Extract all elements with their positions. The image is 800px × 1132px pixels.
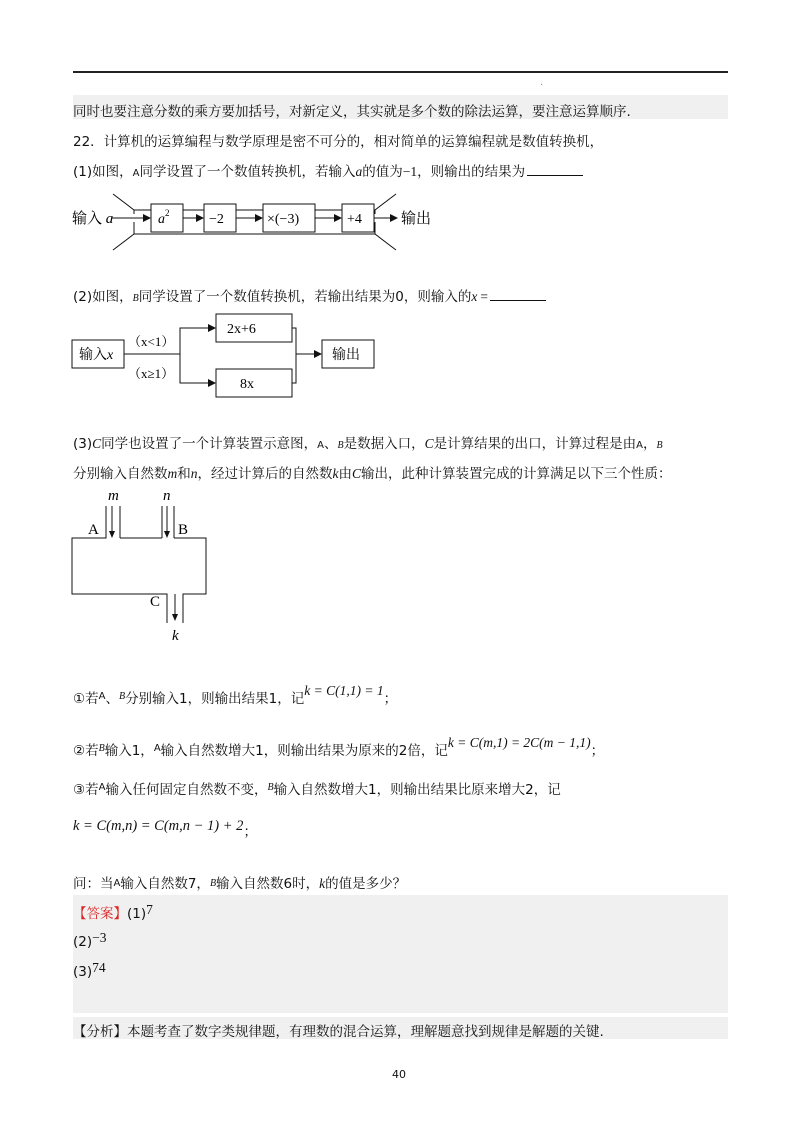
m1-box-minus2-text: −2	[209, 212, 224, 227]
answer-line-2: (2)−3	[73, 930, 107, 950]
p2-prefix: (2)如图，	[73, 289, 133, 305]
p1-answer-blank	[527, 163, 583, 176]
m2-box-top-text: 2x+6	[227, 322, 256, 337]
q22-part3-line2: 分别输入自然数m和n，经过计算后的自然数k由C输出，此种计算装置完成的计算满足以下三个性质：	[73, 466, 672, 482]
m2-output-label: 输出	[332, 348, 360, 363]
m1-box-times-text: ×(−3)	[267, 212, 300, 227]
device-input-m: m	[108, 488, 119, 504]
device-output-k: k	[172, 628, 179, 644]
m2-box-bottom	[216, 369, 292, 397]
p2-mid: 同学设置了一个数值转换机，若输出结果为0，则输入的	[138, 289, 472, 305]
answer-line-1: 【答案】(1)7	[73, 902, 153, 922]
answer-line-3: (3)74	[73, 960, 106, 980]
answer-1-value: 7	[146, 902, 153, 917]
property-3-formula-line: k = C(m,n) = C(m,n − 1) + 2；	[73, 818, 257, 840]
q22-part2	[73, 285, 546, 305]
m2-merge	[292, 328, 296, 383]
property-3-formula: k = C(m,n) = C(m,n − 1) + 2	[73, 818, 244, 834]
m2-box-bottom-text: 8x	[240, 377, 254, 392]
p2-var-x: x	[471, 289, 478, 304]
device-label-c: C	[150, 594, 161, 610]
answer-2-value: −3	[92, 930, 107, 945]
m2-condition-ge1: （x≥1）	[128, 366, 175, 381]
device-diagram	[70, 488, 220, 648]
p1-var-x: a	[355, 164, 363, 179]
p1-mid2: 的值为	[362, 164, 403, 180]
p1-prefix: (1)如图，	[73, 164, 133, 180]
device-body-right	[174, 538, 206, 623]
property-1: ①若$^A$、$^B$分别输入1，则输出结果1，记k = C(1,1) = 1；	[73, 683, 398, 707]
m1-output-label: 输出	[401, 211, 432, 227]
p2-var-b: B	[132, 293, 139, 304]
property-3: ③若$^A$输入任何固定自然数不变，$^B$输入自然数增大1，则输出结果比原来增大2，记	[73, 782, 561, 798]
q22-part1	[73, 160, 583, 180]
analysis-text: 【分析】本题考查了数字类规律题，有理数的混合运算，理解题意找到规律是解题的关键.	[73, 1024, 604, 1040]
p2-eq: =	[480, 289, 488, 304]
header-dot: ·	[540, 80, 544, 91]
device-input-n: n	[163, 488, 171, 504]
answer-3-value: 74	[92, 960, 106, 975]
m2-condition-lt1: （x<1）	[128, 334, 175, 349]
p1-mid: 同学设置了一个数值转换机，若输入	[139, 164, 356, 180]
m1-input-label: 输入 a	[72, 211, 114, 227]
header-rule	[73, 71, 728, 73]
m1-box-square-text: $a^2$	[158, 208, 170, 227]
machine2-diagram	[70, 308, 390, 403]
device-label-a: A	[88, 522, 99, 538]
p1-value: −1	[402, 164, 418, 179]
m1-box-plus4-text: +4	[347, 212, 362, 227]
machine1-diagram	[70, 192, 440, 254]
page-number: 40	[392, 1068, 406, 1081]
m2-branch-bottom	[180, 354, 209, 383]
property-2-formula: k = C(m,1) = 2C(m − 1,1)	[447, 735, 591, 750]
continuation-text: 同时也要注意分数的乘方要加括号，对新定义，其实就是多个数的除法运算，要注意运算顺序.	[73, 104, 631, 120]
m1-frame-bottom	[113, 234, 396, 250]
p1-suffix: ，则输出的结果为	[417, 164, 526, 180]
answer-label: 【答案】	[73, 906, 127, 922]
p2-answer-blank	[490, 288, 546, 301]
property-2: ②若$^B$输入1，$^A$输入自然数增大1，则输出结果为原来的2倍，记k = C(m,1) = 2C(m − 1,1)；	[73, 735, 605, 759]
q22-intro: 22．计算机的运算编程与数学原理是密不可分的，相对简单的运算编程就是数值转换机，	[73, 134, 604, 150]
p1-var-a: A	[132, 168, 140, 179]
property-1-formula: k = C(1,1) = 1	[304, 683, 384, 698]
question-text: 问：当A输入自然数7，B输入自然数6时，k的值是多少？	[73, 876, 407, 892]
m2-input-label: 输入x	[79, 348, 114, 363]
answer-block	[73, 895, 728, 1013]
q22-part3-line1: (3)C同学也设置了一个计算装置示意图，A、B是数据入口，C是计算结果的出口，计算过程是由A，B	[73, 436, 663, 452]
device-label-b: B	[178, 522, 189, 538]
